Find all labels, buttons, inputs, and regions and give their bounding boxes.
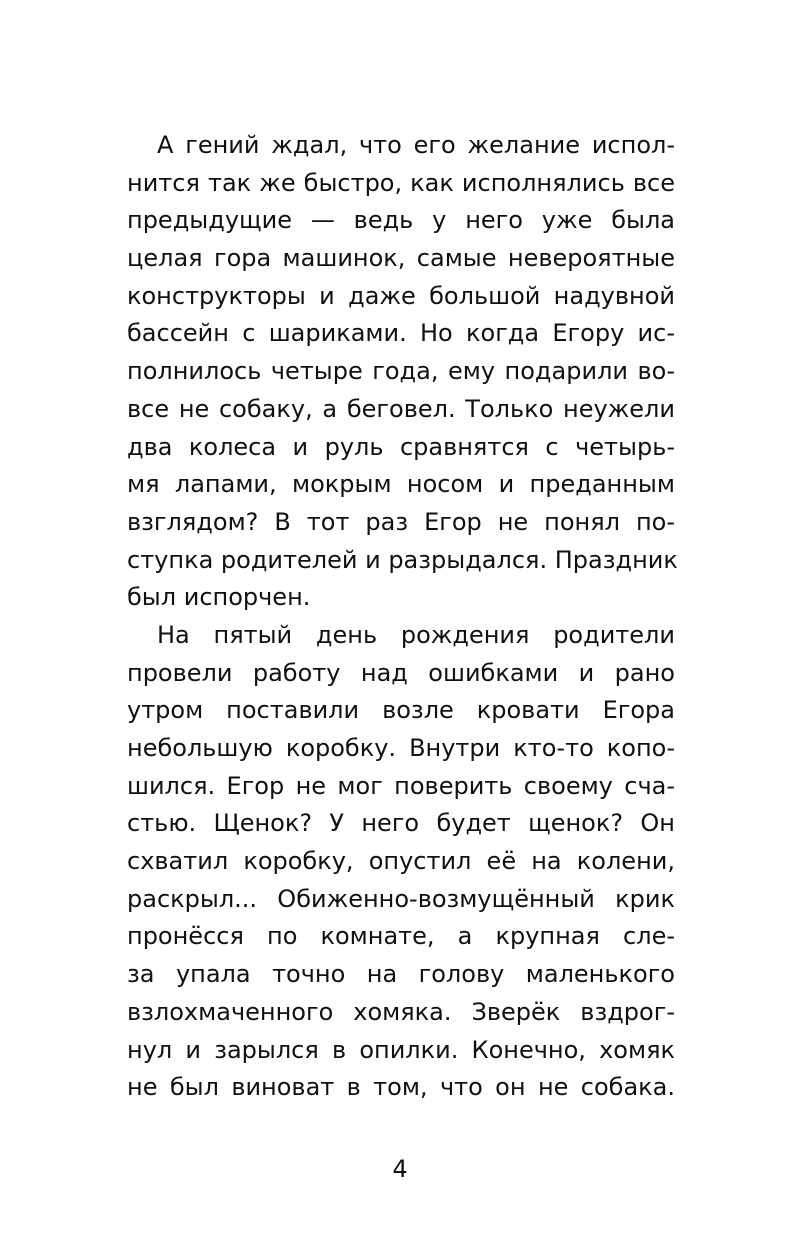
text-line: целая гора машинок, самые невероятные	[127, 244, 675, 273]
text-line: мя лапами, мокрым носом и преданным	[127, 470, 675, 499]
text-line: небольшую коробку. Внутри кто-то копо-	[127, 734, 675, 762]
text-line: На пятый день рождения родители	[157, 620, 675, 649]
text-line: за упала точно на голову маленького	[127, 960, 675, 989]
text-line: раскрыл... Обиженно-возмущённый крик	[127, 884, 675, 913]
text-line: утром поставили возле кровати Егора	[127, 696, 675, 725]
text-line: схватил коробку, опустил её на колени,	[127, 847, 675, 876]
text-line: взглядом? В тот раз Егор не понял по-	[127, 507, 675, 536]
text-line: А гений ждал, что его желание испол-	[157, 131, 675, 159]
text-line: взлохмаченного хомяка. Зверёк вздрог-	[127, 997, 675, 1026]
text-line: два колеса и руль сравнятся с четырь-	[127, 432, 675, 461]
text-line: шился. Егор не мог поверить своему сча-	[127, 771, 675, 800]
text-line: конструкторы и даже большой надувной	[127, 281, 675, 310]
page-number: 4	[392, 1155, 408, 1183]
body-text	[127, 127, 678, 1107]
text-line: не был виноват в том, что он не собака.	[127, 1073, 675, 1102]
text-line: предыдущие — ведь у него уже была	[127, 206, 675, 235]
text-line: ступка родителей и разрыдался. Праздник	[127, 545, 678, 574]
text-line: был испорчен.	[127, 583, 311, 612]
text-line: нул и зарылся в опилки. Конечно, хомяк	[127, 1035, 675, 1064]
text-line: провели работу над ошибками и рано	[127, 658, 675, 687]
text-line: бассейн с шариками. Но когда Егору ис-	[127, 319, 675, 348]
text-line: все не собаку, а беговел. Только неужели	[127, 394, 675, 423]
text-line: нится так же быстро, как исполнялись все	[127, 168, 675, 197]
text-line: пронёсся по комнате, а крупная сле-	[127, 922, 675, 951]
text-line: полнилось четыре года, ему подарили во-	[127, 357, 675, 386]
text-line: стью. Щенок? У него будет щенок? Он	[127, 809, 675, 838]
